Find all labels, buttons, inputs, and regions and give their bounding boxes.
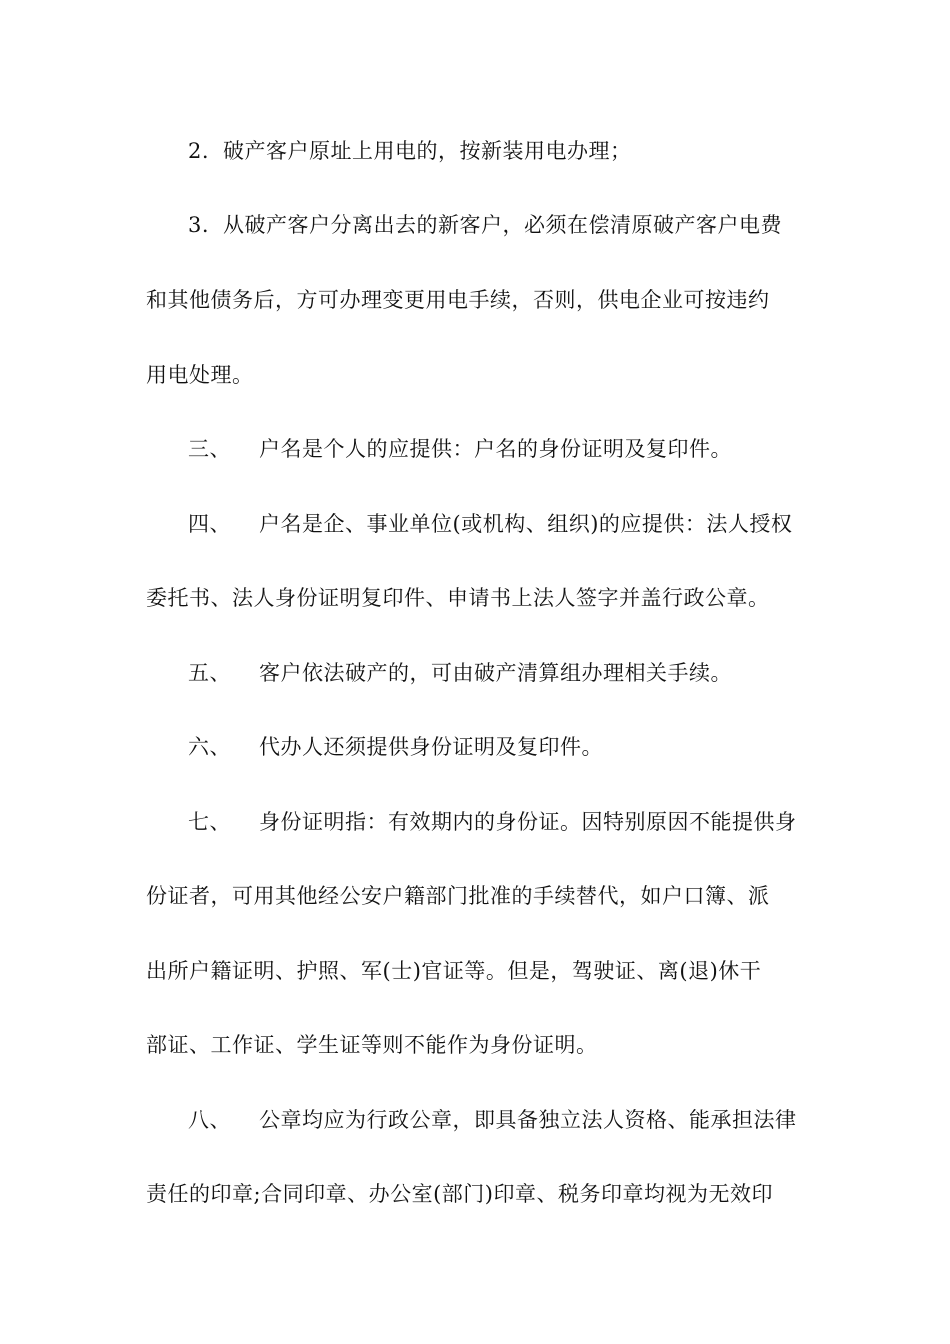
paragraph-3-number: 3. xyxy=(188,213,210,237)
paragraph-3-line-3: 用电处理。 xyxy=(146,363,254,387)
paragraph-wu-number: 五、 xyxy=(188,661,231,685)
paragraph-3-line-1 xyxy=(188,210,782,240)
paragraph-3-line-2: 和其他债务后，方可办理变更用电手续，否则，供电企业可按违约 xyxy=(146,288,770,312)
paragraph-ba-text-1: 公章均应为行政公章，即具备独立法人资格、能承担法律 xyxy=(259,1108,797,1132)
paragraph-san-text: 户名是个人的应提供：户名的身份证明及复印件。 xyxy=(259,437,732,461)
paragraph-liu-line-1 xyxy=(188,732,603,762)
paragraph-qi-line-3: 出所户籍证明、护照、军(士)官证等。但是，驾驶证、离(退)休干 xyxy=(146,959,762,983)
paragraph-san-line-1 xyxy=(188,434,732,464)
paragraph-si-line-2: 委托书、法人身份证明复印件、申请书上法人签字并盖行政公章。 xyxy=(146,586,770,610)
paragraph-qi-number: 七、 xyxy=(188,810,231,834)
paragraph-wu-text: 客户依法破产的，可由破产清算组办理相关手续。 xyxy=(259,661,732,685)
paragraph-2-number: 2. xyxy=(188,139,210,163)
paragraph-ba-line-2: 责任的印章;合同印章、办公室(部门)印章、税务印章均视为无效印 xyxy=(146,1182,773,1206)
paragraph-liu-text: 代办人还须提供身份证明及复印件。 xyxy=(259,735,603,759)
paragraph-qi-line-1 xyxy=(188,807,797,837)
paragraph-wu-line-1 xyxy=(188,658,732,688)
paragraph-3-text-1: 从破产客户分离出去的新客户，必须在偿清原破产客户电费 xyxy=(223,213,783,237)
paragraph-ba-line-1 xyxy=(188,1105,797,1135)
paragraph-si-line-1 xyxy=(188,509,792,539)
paragraph-2-line-1 xyxy=(188,136,632,166)
paragraph-san-number: 三、 xyxy=(188,437,231,461)
paragraph-2-text: 破产客户原址上用电的，按新装用电办理； xyxy=(223,139,632,163)
paragraph-liu-number: 六、 xyxy=(188,735,231,759)
paragraph-qi-text-1: 身份证明指：有效期内的身份证。因特别原因不能提供身 xyxy=(259,810,797,834)
paragraph-qi-line-4: 部证、工作证、学生证等则不能作为身份证明。 xyxy=(146,1033,598,1057)
paragraph-qi-line-2: 份证者，可用其他经公安户籍部门批准的手续替代，如户口簿、派 xyxy=(146,884,770,908)
paragraph-si-number: 四、 xyxy=(188,512,231,536)
paragraph-si-text-1: 户名是企、事业单位(或机构、组织)的应提供：法人授权 xyxy=(259,512,793,536)
paragraph-ba-number: 八、 xyxy=(188,1108,231,1132)
